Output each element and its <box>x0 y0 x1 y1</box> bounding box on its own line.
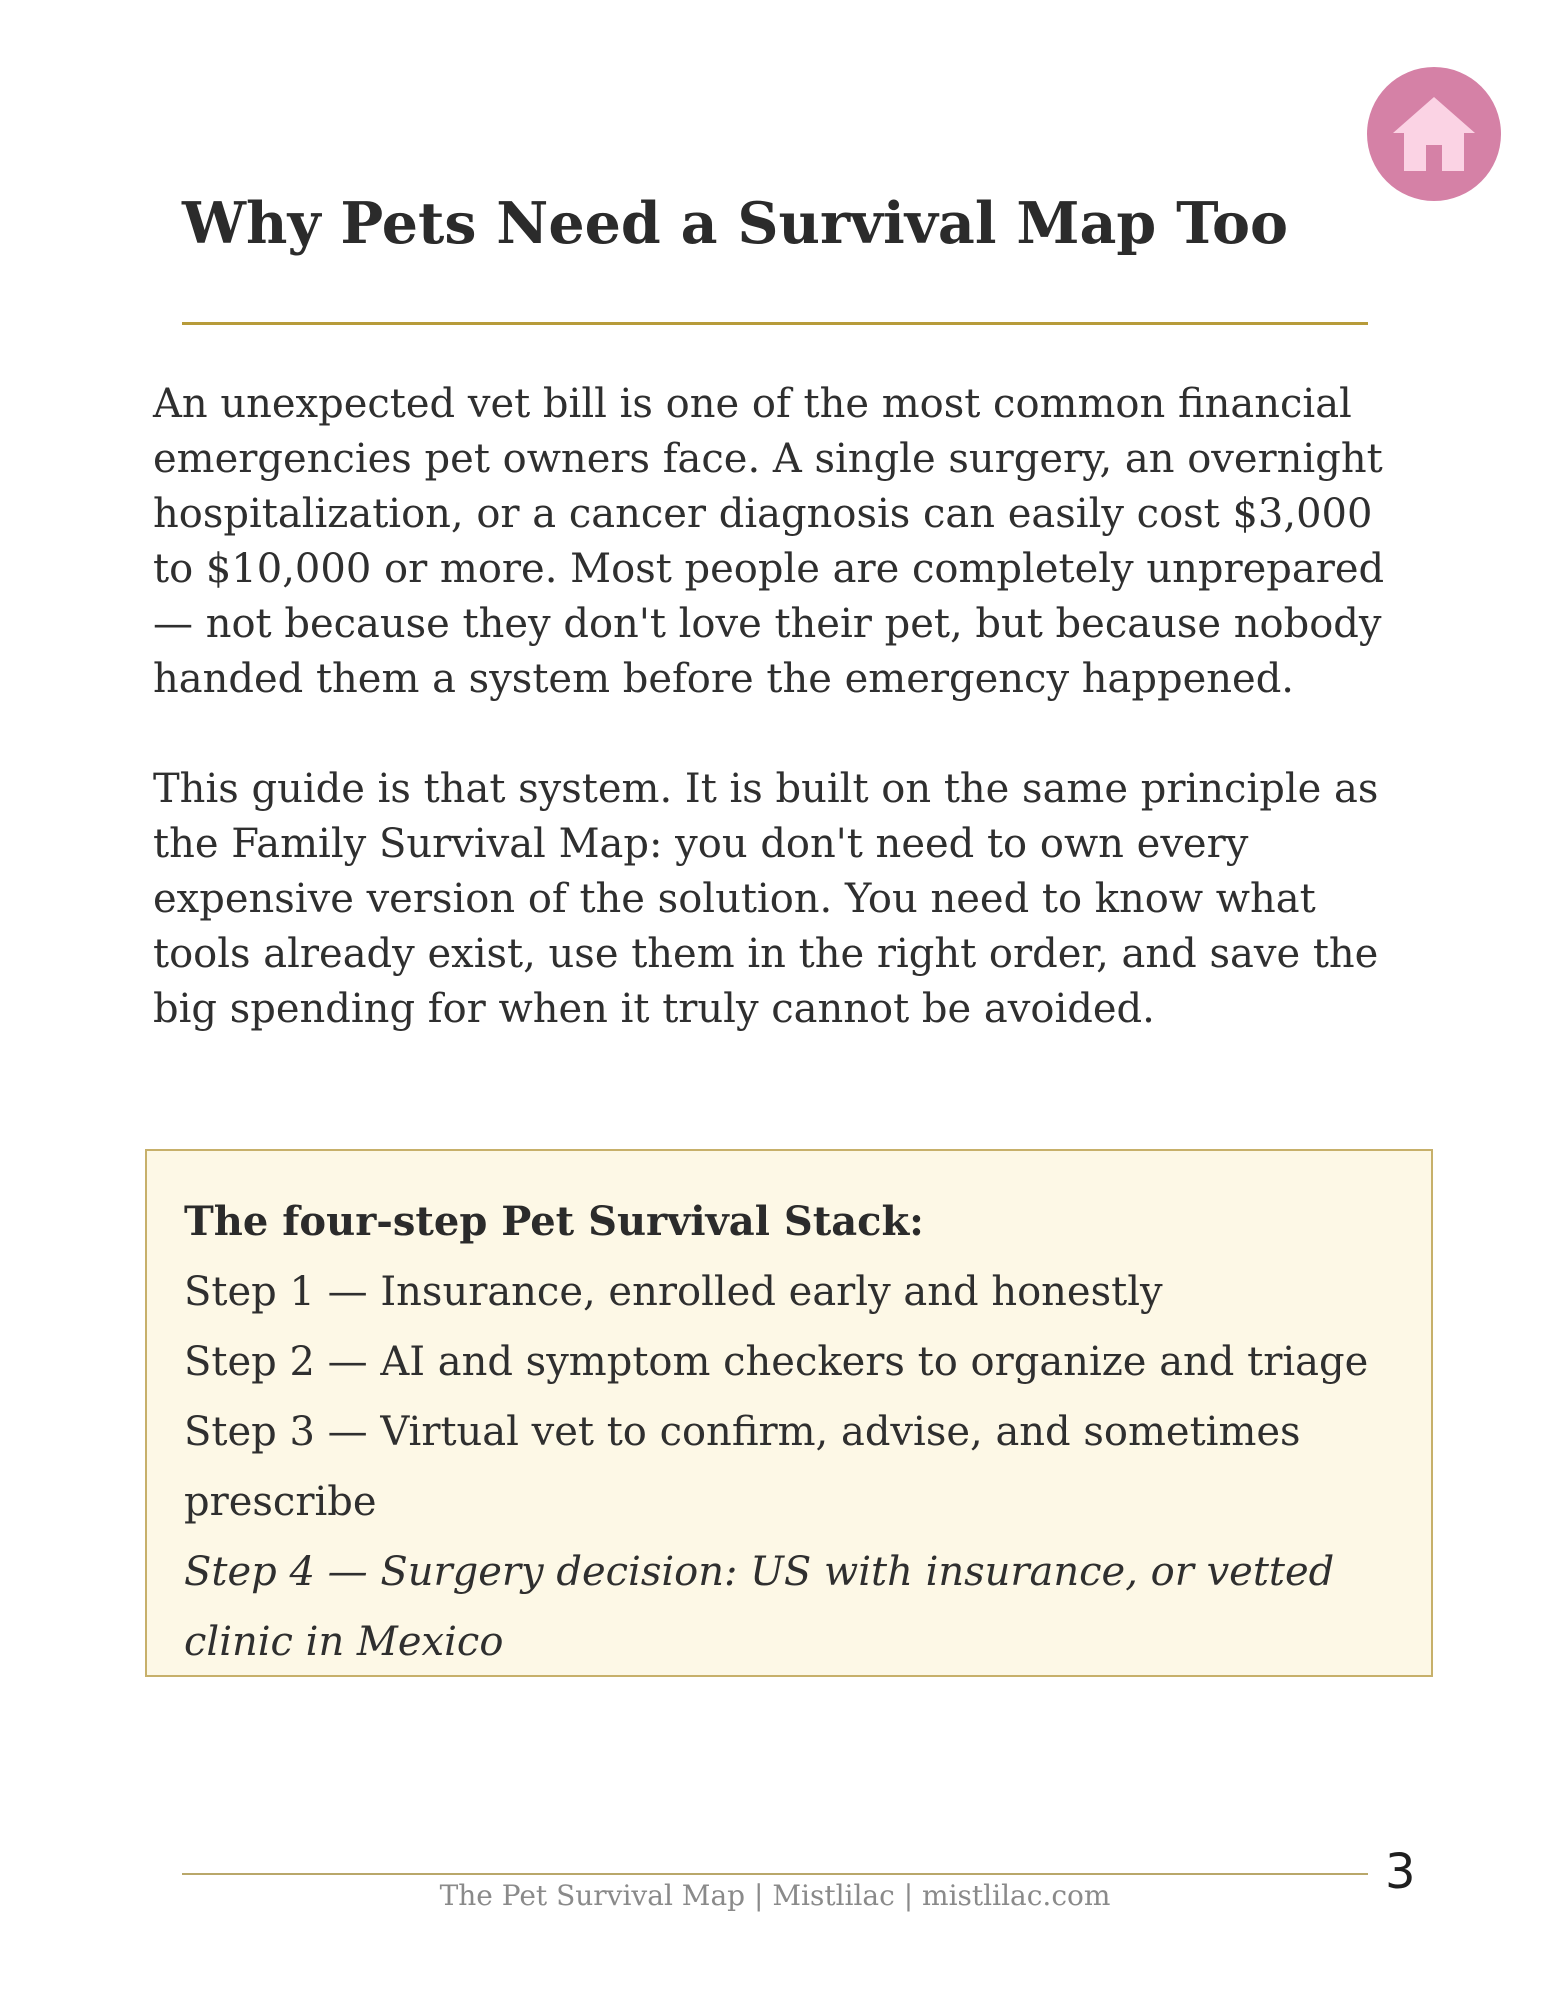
footer-text: The Pet Survival Map | Mistlilac | mistlilac.com <box>439 1879 1111 1912</box>
text-line: — not because they don't love their pet, but because nobody <box>153 601 1382 647</box>
text-line: This guide is that system. It is built on the same principle as <box>153 766 1379 812</box>
survival-stack-callout <box>145 1149 1433 1677</box>
home-icon <box>1389 93 1479 175</box>
callout-content <box>184 1187 1368 1677</box>
text-line: handed them a system before the emergency happened. <box>153 656 1295 702</box>
text-line: big spending for when it truly cannot be avoided. <box>153 986 1155 1032</box>
home-button[interactable] <box>1367 67 1501 201</box>
text-line: to $10,000 or more. Most people are completely unprepared <box>153 546 1385 592</box>
text-line: An unexpected vet bill is one of the most common financial <box>153 381 1352 427</box>
callout-heading: The four-step Pet Survival Stack: <box>184 1198 924 1245</box>
intro-paragraph-1 <box>153 377 1443 707</box>
step-3: Step 3 — Virtual vet to confirm, advise, and sometimes <box>184 1409 1301 1455</box>
step-3-continued: prescribe <box>184 1479 377 1525</box>
step-2: Step 2 — AI and symptom checkers to organize and triage <box>184 1339 1369 1385</box>
text-line: expensive version of the solution. You need to know what <box>153 876 1316 922</box>
page-title: Why Pets Need a Survival Map Too <box>182 190 1288 257</box>
step-1: Step 1 — Insurance, enrolled early and honestly <box>184 1269 1163 1315</box>
step-4-continued: clinic in Mexico <box>184 1619 504 1665</box>
page-number: 3 <box>1385 1844 1416 1900</box>
intro-paragraph-2 <box>153 762 1443 1037</box>
text-line: hospitalization, or a cancer diagnosis can easily cost $3,000 <box>153 491 1373 537</box>
footer-divider <box>182 1873 1368 1875</box>
step-4: Step 4 — Surgery decision: US with insurance, or vetted <box>184 1549 1335 1595</box>
text-line: the Family Survival Map: you don't need to own every <box>153 821 1249 867</box>
text-line: tools already exist, use them in the right order, and save the <box>153 931 1379 977</box>
title-divider <box>182 322 1368 325</box>
text-line: emergencies pet owners face. A single surgery, an overnight <box>153 436 1383 482</box>
